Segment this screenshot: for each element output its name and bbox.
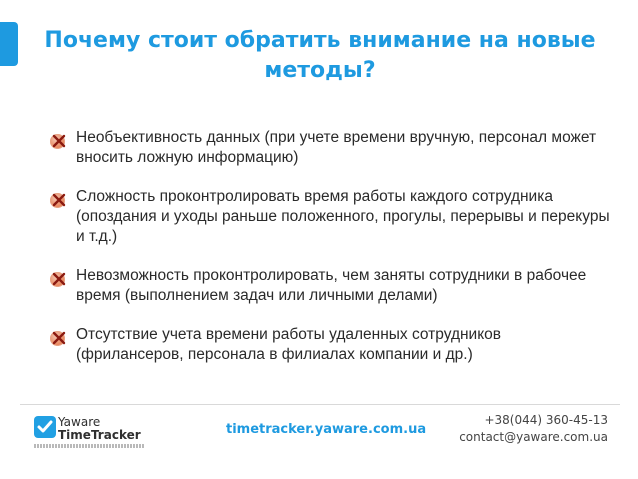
list-item-text: Отсутствие учета времени работы удаленных сотрудников (фрилансеров, персонала в филиалах компании и др.) — [76, 326, 502, 363]
yaware-logo[interactable] — [18, 408, 141, 464]
list-item — [50, 128, 610, 168]
list-item — [50, 325, 610, 365]
list-item-text: Невозможность проконтролировать, чем заняты сотрудники в рабочее время (выполнением задач или личными делами) — [76, 267, 587, 304]
website-link[interactable]: timetracker.yaware.com.ua — [226, 422, 427, 437]
logo-name-line1: Yaware — [58, 415, 101, 429]
cross-icon — [50, 331, 65, 346]
footer-divider — [20, 404, 620, 405]
slide-title: Почему стоит обратить внимание на новые методы? — [44, 28, 596, 83]
cross-icon — [50, 193, 65, 208]
logo-name-line2: TimeTracker — [58, 428, 141, 442]
phone-number: +38(044) 360-45-13 — [484, 413, 608, 427]
logo-tagline — [34, 444, 144, 448]
check-icon — [34, 416, 56, 438]
list-item-text: Необъективность данных (при учете времени вручную, персонал может вносить ложную информацию) — [76, 129, 597, 166]
list-item-text: Сложность проконтролировать время работы каждого сотрудника (опоздания и уходы раньше положенного, прогулы, перерывы и перекуры и т.д.) — [76, 188, 610, 245]
list-item — [50, 187, 610, 247]
list-item — [50, 266, 610, 306]
contacts — [459, 412, 608, 446]
cross-icon — [50, 134, 65, 149]
cross-icon — [50, 272, 65, 287]
reasons-list — [50, 128, 610, 384]
accent-bar — [0, 22, 18, 66]
email-address[interactable]: contact@yaware.com.ua — [459, 430, 608, 444]
